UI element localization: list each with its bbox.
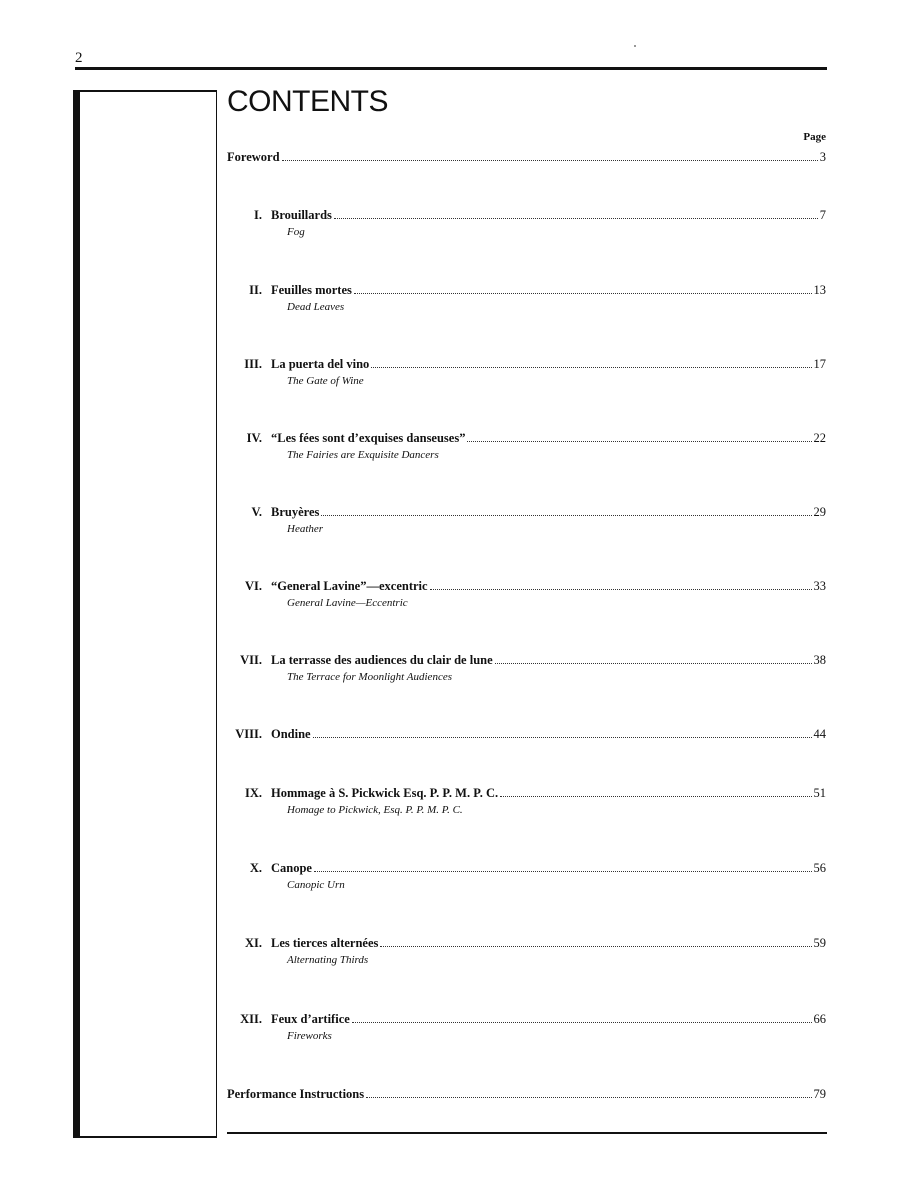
entry-page: 51 bbox=[813, 786, 826, 800]
entry-numeral: III. bbox=[244, 357, 262, 371]
entry-numeral: II. bbox=[249, 283, 262, 297]
entry-subtitle: The Fairies are Exquisite Dancers bbox=[287, 449, 439, 461]
entry-subtitle: Fireworks bbox=[287, 1030, 332, 1042]
entry-numeral: V. bbox=[251, 505, 262, 519]
entry-page: 33 bbox=[813, 579, 826, 593]
entry-title: “General Lavine”—excentric bbox=[271, 579, 428, 593]
page-title: CONTENTS bbox=[227, 85, 388, 118]
bottom-rule bbox=[227, 1132, 827, 1134]
entry-title: Hommage à S. Pickwick Esq. P. P. M. P. C. bbox=[271, 786, 499, 800]
toc-entry[interactable] bbox=[227, 504, 826, 536]
entry-title: La terrasse des audiences du clair de lune bbox=[271, 653, 493, 667]
entry-subtitle: Alternating Thirds bbox=[287, 954, 369, 966]
toc-entry[interactable] bbox=[227, 726, 826, 742]
entry-numeral: VI. bbox=[244, 579, 262, 593]
toc-entry[interactable] bbox=[227, 785, 826, 817]
page-number: 2 bbox=[75, 50, 83, 66]
leader-dots bbox=[467, 441, 811, 442]
entry-page: 22 bbox=[813, 431, 826, 445]
leader-dots bbox=[314, 871, 812, 872]
toc-entry[interactable] bbox=[227, 652, 826, 684]
toc-entry[interactable] bbox=[227, 356, 826, 388]
entry-title: Canope bbox=[271, 861, 312, 875]
side-frame bbox=[73, 90, 217, 1138]
toc-entry[interactable] bbox=[227, 282, 826, 314]
toc-entry-foreword[interactable] bbox=[227, 149, 826, 165]
entry-title: Feux d’artifice bbox=[271, 1012, 350, 1026]
leader-dots bbox=[321, 515, 811, 516]
entry-subtitle: Fog bbox=[287, 226, 305, 238]
entry-numeral: XI. bbox=[244, 936, 262, 950]
entry-numeral: IX. bbox=[244, 786, 262, 800]
leader-dots bbox=[495, 663, 812, 664]
entry-page: 13 bbox=[813, 283, 826, 297]
entry-numeral: I. bbox=[254, 208, 262, 222]
leader-dots bbox=[282, 160, 818, 161]
entry-title: Les tierces alternées bbox=[271, 936, 379, 950]
leader-dots bbox=[352, 1022, 812, 1023]
entry-numeral: IV. bbox=[246, 431, 262, 445]
entry-title: La puerta del vino bbox=[271, 357, 370, 371]
entry-title: Foreword bbox=[227, 150, 280, 164]
leader-dots bbox=[354, 293, 812, 294]
entry-page: 3 bbox=[819, 150, 826, 164]
entry-title: Performance Instructions bbox=[227, 1087, 365, 1101]
print-speck bbox=[634, 45, 636, 47]
leader-dots bbox=[334, 218, 818, 219]
toc-entry[interactable] bbox=[227, 207, 826, 239]
leader-dots bbox=[430, 589, 812, 590]
entry-title: Feuilles mortes bbox=[271, 283, 352, 297]
entry-page: 79 bbox=[813, 1087, 826, 1101]
toc-entry[interactable] bbox=[227, 1011, 826, 1043]
toc-entry[interactable] bbox=[227, 578, 826, 610]
entry-title: Brouillards bbox=[271, 208, 332, 222]
entry-numeral: VII. bbox=[240, 653, 262, 667]
toc-entry-performance[interactable] bbox=[227, 1086, 826, 1102]
entry-title: Ondine bbox=[271, 727, 311, 741]
entry-subtitle: Dead Leaves bbox=[287, 301, 345, 313]
entry-page: 59 bbox=[813, 936, 826, 950]
leader-dots bbox=[366, 1097, 811, 1098]
entry-page: 56 bbox=[813, 861, 826, 875]
entry-numeral: XII. bbox=[240, 1012, 262, 1026]
entry-page: 17 bbox=[813, 357, 826, 371]
entry-subtitle: General Lavine—Eccentric bbox=[287, 597, 408, 609]
entry-subtitle: Homage to Pickwick, Esq. P. P. M. P. C. bbox=[287, 804, 463, 816]
entry-page: 7 bbox=[819, 208, 826, 222]
entry-page: 38 bbox=[813, 653, 826, 667]
entry-numeral: VIII. bbox=[235, 727, 262, 741]
toc-entry[interactable] bbox=[227, 860, 826, 892]
entry-numeral: X. bbox=[249, 861, 262, 875]
toc-entry[interactable] bbox=[227, 430, 826, 462]
toc-entry[interactable] bbox=[227, 935, 826, 967]
entry-subtitle: The Terrace for Moonlight Audiences bbox=[287, 671, 452, 683]
entry-subtitle: Heather bbox=[287, 523, 324, 535]
leader-dots bbox=[380, 946, 811, 947]
leader-dots bbox=[313, 737, 812, 738]
entry-page: 66 bbox=[813, 1012, 826, 1026]
entry-subtitle: The Gate of Wine bbox=[287, 375, 364, 387]
entry-page: 29 bbox=[813, 505, 826, 519]
leader-dots bbox=[500, 796, 811, 797]
top-rule bbox=[75, 67, 827, 70]
leader-dots bbox=[371, 367, 811, 368]
entry-page: 44 bbox=[813, 727, 826, 741]
entry-title: Bruyères bbox=[271, 505, 320, 519]
entry-title: “Les fées sont d’exquises danseuses” bbox=[271, 431, 466, 445]
entry-subtitle: Canopic Urn bbox=[287, 879, 345, 891]
page-column-label: Page bbox=[803, 131, 826, 143]
